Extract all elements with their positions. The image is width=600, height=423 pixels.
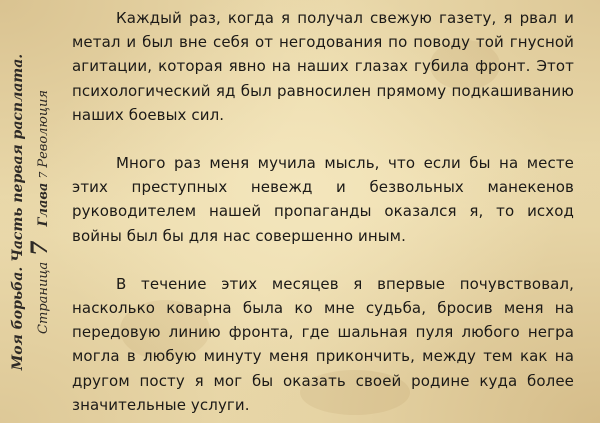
- chapter-title: Революция: [36, 90, 51, 168]
- spine-text: [7, 12, 55, 412]
- page-label: Страница: [36, 261, 51, 334]
- page-number: 7: [27, 240, 53, 256]
- book-title: Моя борьба.: [10, 266, 26, 371]
- paragraph: В течение этих месяцев я впервые почувствовал, насколько коварна была ко мне судьба, бросив меня на передовую линию фронта, где шальная пуля любого негра могла в любую минуту меня прикончить, между тем как на другом посту я мог бы оказать своей родине куда более значительные услуги.: [72, 274, 574, 414]
- chapter-number: 7: [37, 171, 50, 179]
- spine-header: [0, 0, 62, 423]
- paragraph: Каждый раз, когда я получал свежую газету, я рвал и метал и был вне себя от негодования по поводу той гнусной агитации, которая явно на наших глазах губила фронт. Этот психологический яд был равносилен прямому подкашиванию наших боевых сил.: [72, 9, 574, 124]
- paragraph: Много раз меня мучила мысль, что если бы на месте этих преступных невежд и безвольных манекенов руководителем нашей пропаганды оказался я, то исход войны был бы для нас совершенно иным.: [72, 154, 574, 245]
- chapter-label: Глава: [36, 182, 51, 227]
- page-body: [72, 6, 574, 423]
- part-title: Часть первая расплата.: [10, 53, 26, 262]
- spine-page-line: [29, 12, 55, 412]
- spine-title-line: [7, 12, 29, 412]
